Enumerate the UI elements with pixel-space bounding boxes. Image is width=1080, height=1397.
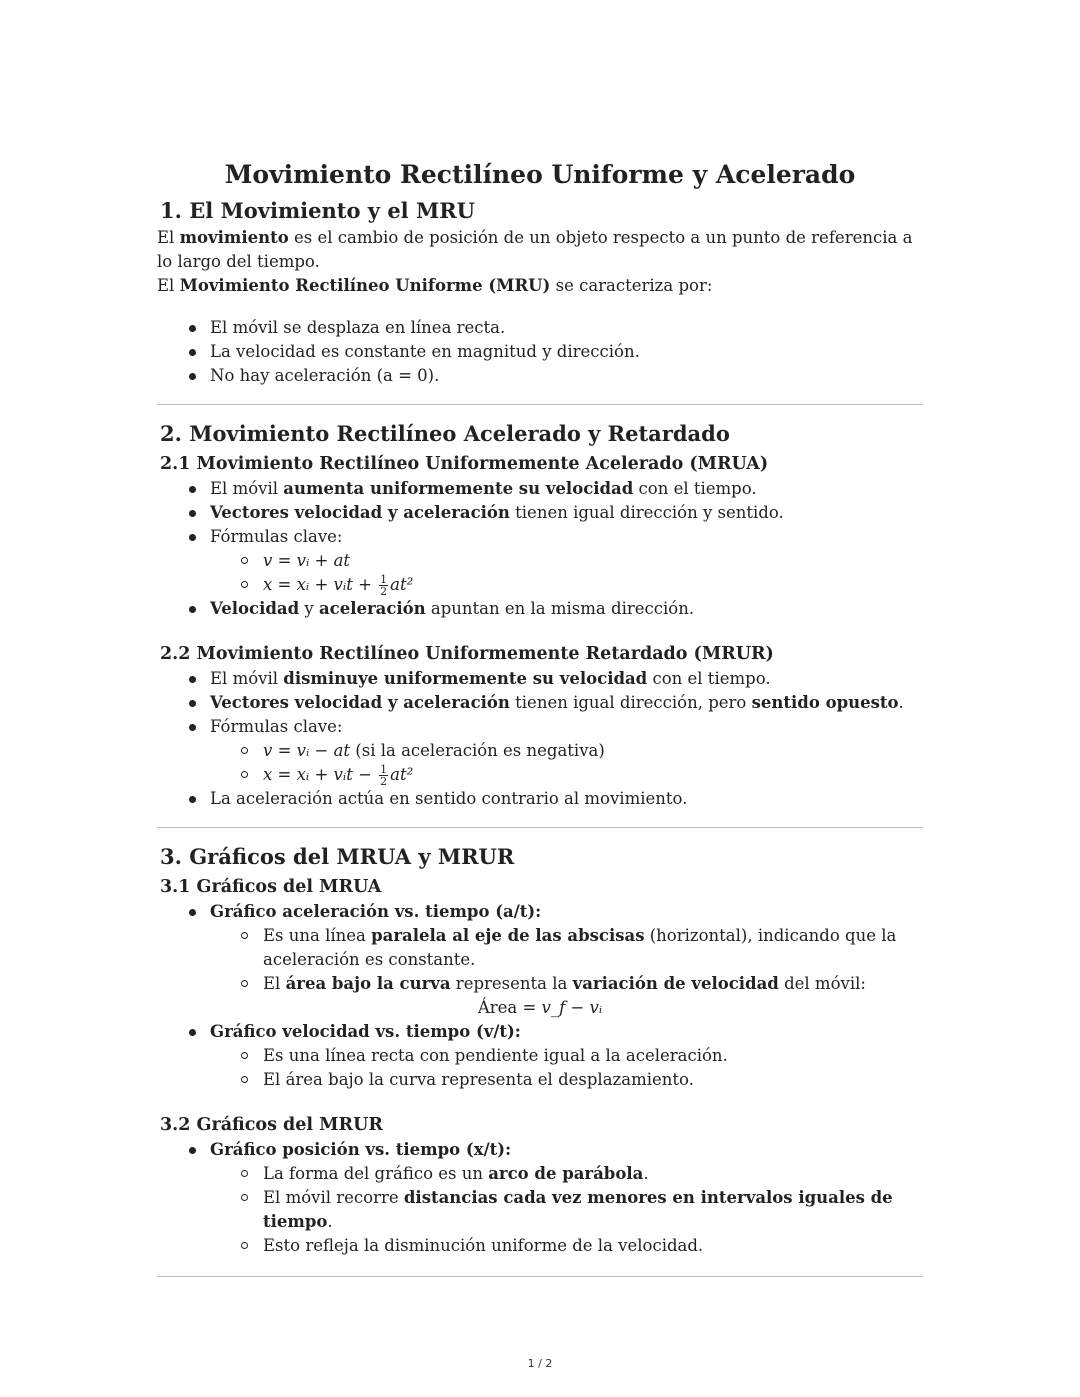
list-item: Fórmulas clave: v = vᵢ + at x = xᵢ + vᵢt + $\frac{1}{2}$ at² [157,525,923,597]
formula-item: x = xᵢ + vᵢt − $\frac{1}{2}$ at² [157,763,923,787]
list-item: El móvil aumenta uniformemente su velocidad con el tiempo. [157,477,923,501]
sub-list-item: Es una línea paralela al eje de las abscisas (horizontal), indicando que la aceleración es constante. [157,924,923,972]
area-equation: Área = v_f − vᵢ [477,998,603,1017]
section-3-2-heading: 3.2 Gráficos del MRUR [160,1115,383,1135]
sub-list-item: Es una línea recta con pendiente igual a la aceleración. [157,1044,923,1068]
sub-list-item: El móvil recorre distancias cada vez menores en intervalos iguales de tiempo. [157,1186,923,1234]
section-2-2-heading: 2.2 Movimiento Rectilíneo Uniformemente Retardado (MRUR) [160,644,774,664]
divider [157,1276,923,1277]
fraction: $\frac{1}{2}$ [380,573,388,598]
sub-list-item: El área bajo la curva representa la variación de velocidad del móvil: [157,972,923,996]
list-item: El móvil se desplaza en línea recta. [157,316,923,340]
mrur-list [157,667,923,811]
formula-item: v = vᵢ − at (si la aceleración es negativa) [157,739,923,763]
section-3-1-heading: 3.1 Gráficos del MRUA [160,877,382,897]
section-2-1-heading: 2.1 Movimiento Rectilíneo Uniformemente Acelerado (MRUA) [160,454,769,474]
formula-item: x = xᵢ + vᵢt + $\frac{1}{2}$ at² [157,573,923,597]
list-item: Gráfico aceleración vs. tiempo (a/t): Es una línea paralela al eje de las abscisas (horizontal), indicando que la aceleración es constante. El área bajo la curva representa la variación de velocidad del móvil: Área = v_f − vᵢ [157,900,923,1020]
list-item: Vectores velocidad y aceleración tienen igual dirección y sentido. [157,501,923,525]
paragraph-mru: El Movimiento Rectilíneo Uniforme (MRU) se caracteriza por: [157,276,713,295]
list-item: No hay aceleración (a = 0). [157,364,923,388]
mrua-list [157,477,923,621]
sub-list [210,924,923,996]
paragraph-movimiento: El movimiento es el cambio de posición de un objeto respecto a un punto de referencia a lo largo del tiempo. [157,228,913,271]
page-number: 1 / 2 [527,1357,553,1370]
formula-list [210,739,923,787]
formula-item: v = vᵢ + at [157,549,923,573]
mru-list [157,316,923,388]
fraction: $\frac{1}{2}$ [380,763,388,788]
page-title: Movimiento Rectilíneo Uniforme y Acelerado [224,160,856,189]
list-item: Vectores velocidad y aceleración tienen igual dirección, pero sentido opuesto. [157,691,923,715]
mrur-graphs-list [157,1138,923,1258]
divider [157,827,923,828]
section-2-heading: 2. Movimiento Rectilíneo Acelerado y Retardado [160,421,730,446]
divider [157,404,923,405]
document-page [157,158,923,1277]
formula-list [210,549,923,597]
list-item: Gráfico posición vs. tiempo (x/t): La forma del gráfico es un arco de parábola. El móvil recorre distancias cada vez menores en intervalos iguales de tiempo. Esto refleja la disminución uniforme de la velocidad. [157,1138,923,1258]
list-item: La velocidad es constante en magnitud y dirección. [157,340,923,364]
sub-list-item: Esto refleja la disminución uniforme de la velocidad. [157,1234,923,1258]
sub-list-item: El área bajo la curva representa el desplazamiento. [157,1068,923,1092]
list-item: La aceleración actúa en sentido contrario al movimiento. [157,787,923,811]
list-item: Gráfico velocidad vs. tiempo (v/t): Es una línea recta con pendiente igual a la aceleración. El área bajo la curva representa el desplazamiento. [157,1020,923,1092]
list-item: Fórmulas clave: v = vᵢ − at (si la aceleración es negativa) x = xᵢ + vᵢt − $\frac{1}{2}$ at² [157,715,923,787]
sub-list [210,1162,923,1258]
section-1-heading: 1. El Movimiento y el MRU [160,198,475,223]
section-3-heading: 3. Gráficos del MRUA y MRUR [160,844,515,869]
sub-list [210,1044,923,1092]
mrua-graphs-list [157,900,923,1092]
sub-list-item: La forma del gráfico es un arco de parábola. [157,1162,923,1186]
list-item: Velocidad y aceleración apuntan en la misma dirección. [157,597,923,621]
list-item: El móvil disminuye uniformemente su velocidad con el tiempo. [157,667,923,691]
